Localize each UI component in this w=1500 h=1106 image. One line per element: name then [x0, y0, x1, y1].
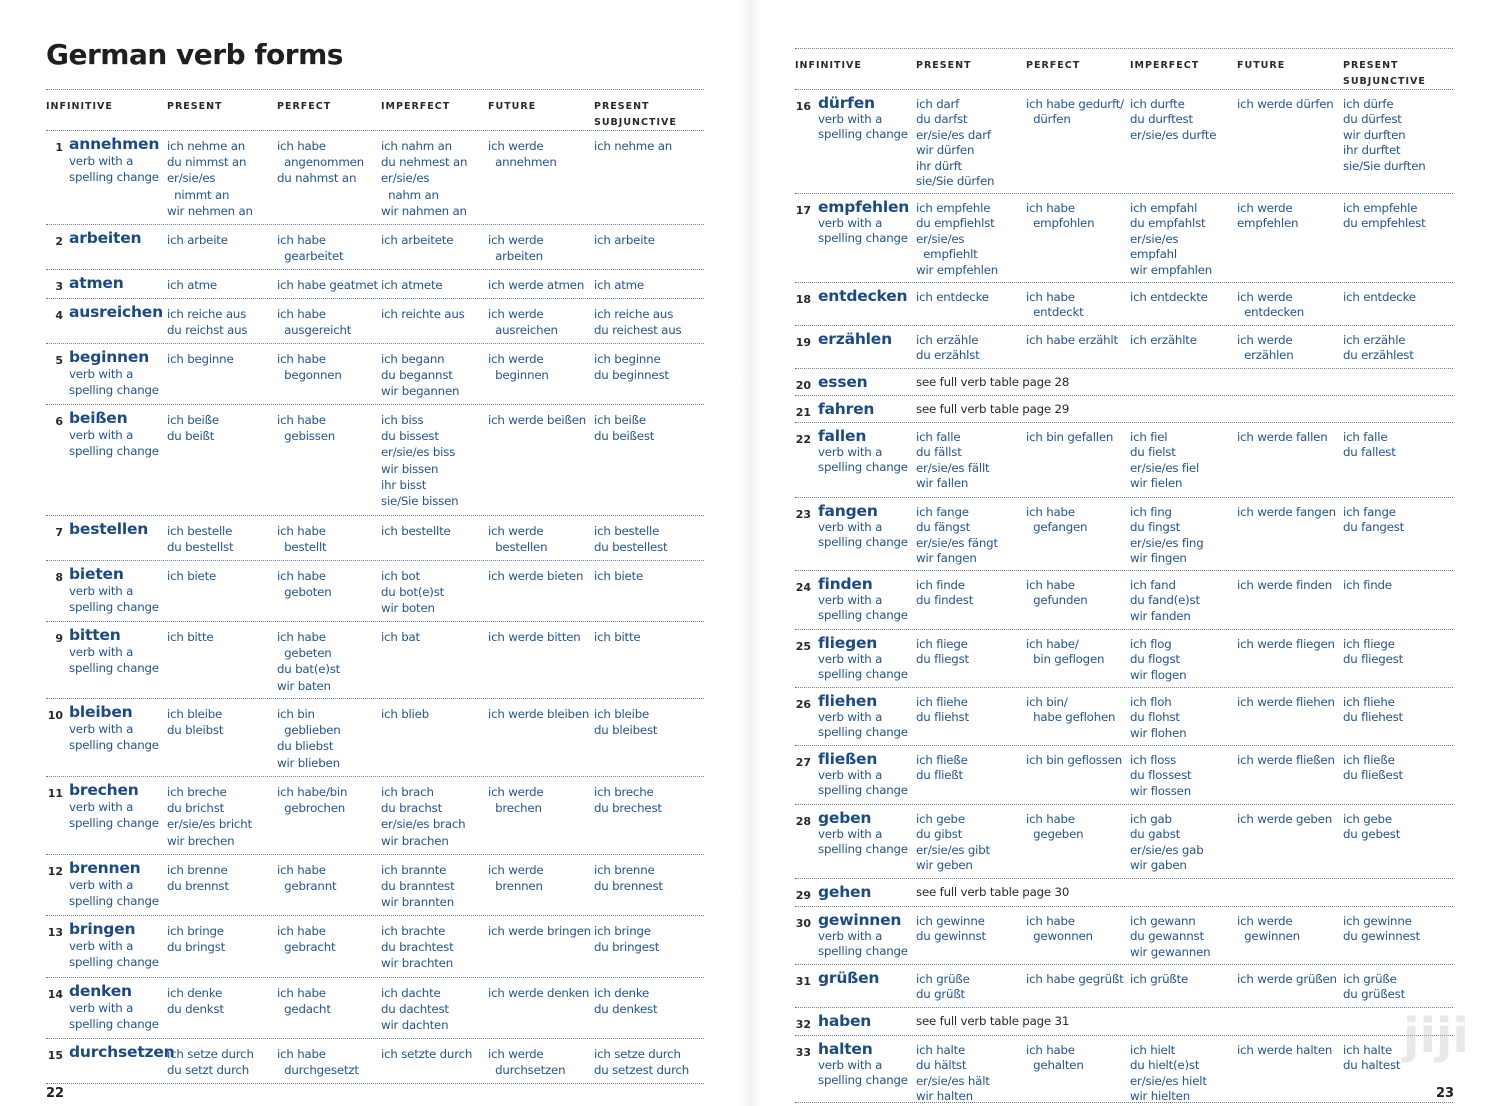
verb-row: [46, 777, 704, 855]
present-cell: ich bleibe du bleibst: [167, 707, 224, 738]
row-number: 27: [795, 756, 811, 769]
infinitive-verb: dürfen: [818, 94, 875, 112]
row-number: 1: [55, 141, 63, 154]
future-cell: ich werde durchsetzen: [488, 1047, 566, 1078]
infinitive-verb: atmen: [69, 274, 124, 292]
row-number: 16: [795, 100, 811, 113]
spelling-note: verb with a spelling change: [818, 768, 908, 798]
row-number: 25: [795, 640, 811, 653]
present-cell: ich beginne: [167, 352, 234, 366]
perfect-cell: ich habe gebissen: [277, 413, 336, 444]
subjunctive-cell: ich biete: [594, 569, 644, 583]
subjunctive-cell: ich bitte: [594, 630, 641, 644]
future-cell: ich werde empfehlen: [1237, 201, 1299, 231]
present-cell: ich denke du denkst: [167, 986, 224, 1017]
present-cell: ich reiche aus du reichst aus: [167, 307, 248, 338]
perfect-cell: ich habe gegrüßt: [1026, 972, 1124, 986]
future-cell: ich werde finden: [1237, 578, 1332, 592]
subjunctive-cell: ich breche du brechest: [594, 785, 662, 816]
imperfect-cell: ich setzte durch: [381, 1047, 473, 1061]
row-number: 33: [795, 1046, 811, 1059]
perfect-cell: ich habe angenommen du nahmst an: [277, 139, 364, 186]
perfect-cell: ich habe gebracht: [277, 924, 336, 955]
subjunctive-cell: ich beiße du beißest: [594, 413, 655, 444]
column-header: FUTURE: [1237, 60, 1286, 71]
future-cell: ich werde geben: [1237, 812, 1333, 826]
row-number: 32: [795, 1018, 811, 1031]
infinitive-verb: haben: [818, 1012, 872, 1030]
imperfect-cell: ich bat: [381, 630, 420, 644]
subjunctive-cell: ich gewinne du gewinnest: [1343, 914, 1420, 944]
present-cell: ich breche du brichst er/sie/es bricht wir brechen: [167, 785, 252, 848]
column-header: FUTURE: [488, 101, 537, 112]
subjunctive-cell: ich fange du fangest: [1343, 505, 1405, 535]
verb-row: [46, 225, 704, 270]
row-number: 20: [795, 379, 811, 392]
verb-row: [795, 423, 1453, 498]
spelling-note: verb with a spelling change: [69, 878, 159, 909]
imperfect-cell: ich arbeitete: [381, 233, 454, 247]
perfect-cell: ich bin/ habe geflohen: [1026, 695, 1116, 725]
verb-row: [46, 1039, 704, 1084]
imperfect-cell: ich biss du bissest er/sie/es biss wir bissen ihr bisst sie/Sie bissen: [381, 413, 459, 509]
infinitive-verb: halten: [818, 1040, 873, 1058]
future-cell: ich werde dürfen: [1237, 97, 1334, 111]
row-number: 10: [47, 709, 63, 722]
spelling-note: verb with a spelling change: [818, 1058, 908, 1088]
spelling-note: verb with a spelling change: [818, 827, 908, 857]
spelling-note: verb with a spelling change: [69, 800, 159, 831]
subjunctive-cell: ich fließe du fließest: [1343, 753, 1403, 783]
future-cell: ich werde erzählen: [1237, 333, 1294, 363]
page-number-right: 23: [1436, 1086, 1455, 1101]
perfect-cell: ich habe geboten: [277, 569, 332, 600]
verb-row: [795, 688, 1453, 746]
imperfect-cell: ich floss du flossest wir flossen: [1130, 753, 1192, 798]
verb-row: [795, 326, 1453, 369]
future-cell: ich werde bitten: [488, 630, 581, 644]
present-cell: ich entdecke: [916, 290, 989, 304]
row-number: 23: [795, 508, 811, 521]
future-cell: ich werde bestellen: [488, 524, 548, 555]
imperfect-cell: ich durfte du durftest er/sie/es durfte: [1130, 97, 1217, 142]
present-cell: ich gebe du gibst er/sie/es gibt wir geben: [916, 812, 990, 873]
imperfect-cell: ich nahm an du nehmest an er/sie/es nahm an wir nahmen an: [381, 139, 468, 218]
present-cell: ich bringe du bringst: [167, 924, 226, 955]
infinitive-verb: bitten: [69, 626, 121, 644]
verb-row: [46, 561, 704, 622]
spelling-note: verb with a spelling change: [818, 445, 908, 475]
future-cell: ich werde arbeiten: [488, 233, 544, 264]
spelling-note: verb with a spelling change: [818, 112, 908, 142]
subjunctive-cell: ich empfehle du empfehlest: [1343, 201, 1426, 231]
verb-row: [46, 916, 704, 978]
present-cell: ich finde du findest: [916, 578, 974, 608]
subjunctive-cell: ich arbeite: [594, 233, 655, 247]
future-cell: ich werde beißen: [488, 413, 587, 427]
subjunctive-cell: ich entdecke: [1343, 290, 1416, 304]
infinitive-verb: entdecken: [818, 287, 908, 305]
watermark-logo: jiji: [1403, 1008, 1469, 1064]
column-header: PRESENT SUBJUNCTIVE: [594, 101, 677, 128]
subjunctive-cell: ich atme: [594, 278, 644, 292]
infinitive-verb: finden: [818, 575, 873, 593]
imperfect-cell: ich blieb: [381, 707, 429, 721]
imperfect-cell: ich fing du fingst er/sie/es fing wir fingen: [1130, 505, 1204, 566]
present-cell: ich erzähle du erzählst: [916, 333, 980, 363]
verb-row: [46, 622, 704, 699]
perfect-cell: ich bin gefallen: [1026, 430, 1114, 444]
verb-row: [46, 131, 704, 225]
future-cell: ich werde bleiben: [488, 707, 590, 721]
imperfect-cell: ich gewann du gewannst wir gewannen: [1130, 914, 1211, 959]
subjunctive-cell: ich fliege du fliegest: [1343, 637, 1403, 667]
row-number: 31: [795, 975, 811, 988]
present-cell: ich bestelle du bestellst: [167, 524, 234, 555]
subjunctive-cell: ich finde: [1343, 578, 1392, 592]
perfect-cell: ich habe empfohlen: [1026, 201, 1095, 231]
infinitive-verb: fallen: [818, 427, 867, 445]
verb-row: [795, 879, 1453, 907]
subjunctive-cell: ich nehme an: [594, 139, 673, 153]
infinitive-verb: beißen: [69, 409, 128, 427]
row-number: 11: [47, 787, 63, 800]
imperfect-cell: ich hielt du hielt(e)st er/sie/es hielt wir hielten: [1130, 1043, 1207, 1104]
subjunctive-cell: ich setze durch du setzest durch: [594, 1047, 690, 1078]
verb-row: [795, 630, 1453, 688]
spelling-note: verb with a spelling change: [69, 722, 159, 753]
column-header: PRESENT SUBJUNCTIVE: [1343, 60, 1426, 87]
future-cell: ich werde bringen: [488, 924, 591, 938]
perfect-cell: ich habe/ bin geflogen: [1026, 637, 1105, 667]
row-number: 4: [55, 309, 63, 322]
perfect-cell: ich habe durchgesetzt: [277, 1047, 359, 1078]
see-reference: see full verb table page 28: [916, 375, 1070, 389]
infinitive-verb: fliehen: [818, 692, 878, 710]
present-cell: ich empfehle du empfiehlst er/sie/es empfiehlt wir empfehlen: [916, 201, 999, 277]
spelling-note: verb with a spelling change: [818, 929, 908, 959]
row-number: 13: [47, 926, 63, 939]
column-header: INFINITIVE: [795, 60, 862, 71]
subjunctive-cell: ich reiche aus du reichest aus: [594, 307, 682, 338]
row-number: 7: [55, 526, 63, 539]
infinitive-verb: ausreichen: [69, 303, 163, 321]
infinitive-verb: brechen: [69, 781, 139, 799]
imperfect-cell: ich gab du gabst er/sie/es gab wir gaben: [1130, 812, 1204, 873]
spelling-note: verb with a spelling change: [818, 710, 908, 740]
subjunctive-cell: ich bleibe du bleibest: [594, 707, 658, 738]
verb-row: [46, 978, 704, 1039]
imperfect-cell: ich brannte du branntest wir brannten: [381, 863, 455, 910]
perfect-cell: ich habe begonnen: [277, 352, 342, 383]
imperfect-cell: ich empfahl du empfahlst er/sie/es empfahl wir empfahlen: [1130, 201, 1213, 277]
verb-row: [795, 396, 1453, 423]
verb-row: [795, 1008, 1453, 1036]
subjunctive-cell: ich brenne du brennest: [594, 863, 663, 894]
verb-row: [46, 699, 704, 777]
present-cell: ich fliege du fliegst: [916, 637, 969, 667]
verb-table-left: [46, 89, 704, 1084]
table-header: [795, 48, 1453, 90]
imperfect-cell: ich entdeckte: [1130, 290, 1208, 304]
subjunctive-cell: ich halte du haltest: [1343, 1043, 1401, 1073]
future-cell: ich werde gewinnen: [1237, 914, 1300, 944]
perfect-cell: ich habe gebrannt: [277, 863, 337, 894]
perfect-cell: ich habe gedacht: [277, 986, 331, 1017]
subjunctive-cell: ich gebe du gebest: [1343, 812, 1401, 842]
row-number: 19: [795, 336, 811, 349]
spelling-note: verb with a spelling change: [69, 645, 159, 676]
future-cell: ich werde annehmen: [488, 139, 557, 170]
perfect-cell: ich habe entdeckt: [1026, 290, 1084, 320]
verb-row: [46, 855, 704, 916]
future-cell: ich werde grüßen: [1237, 972, 1337, 986]
infinitive-verb: beginnen: [69, 348, 150, 366]
future-cell: ich werde entdecken: [1237, 290, 1305, 320]
future-cell: ich werde beginnen: [488, 352, 549, 383]
future-cell: ich werde atmen: [488, 278, 585, 292]
imperfect-cell: ich brach du brachst er/sie/es brach wir brachen: [381, 785, 466, 848]
infinitive-verb: fangen: [818, 502, 878, 520]
subjunctive-cell: ich falle du fallest: [1343, 430, 1396, 460]
page-number-left: 22: [46, 1086, 65, 1101]
perfect-cell: ich bin geflossen: [1026, 753, 1123, 767]
future-cell: ich werde halten: [1237, 1043, 1333, 1057]
perfect-cell: ich habe gearbeitet: [277, 233, 344, 264]
perfect-cell: ich bin geblieben du bliebst wir blieben: [277, 707, 341, 770]
subjunctive-cell: ich grüße du grüßest: [1343, 972, 1405, 1002]
row-number: 15: [47, 1049, 63, 1062]
future-cell: ich werde fallen: [1237, 430, 1328, 444]
future-cell: ich werde fliehen: [1237, 695, 1335, 709]
present-cell: ich grüße du grüßt: [916, 972, 970, 1002]
row-number: 5: [55, 354, 63, 367]
spelling-note: verb with a spelling change: [69, 154, 159, 185]
verb-row: [795, 805, 1453, 879]
present-cell: ich arbeite: [167, 233, 228, 247]
verb-row: [46, 344, 704, 405]
row-number: 14: [47, 988, 63, 1001]
verb-row: [795, 746, 1453, 805]
imperfect-cell: ich atmete: [381, 278, 443, 292]
future-cell: ich werde denken: [488, 986, 590, 1000]
future-cell: ich werde brechen: [488, 785, 544, 816]
verb-row: [795, 1036, 1453, 1103]
infinitive-verb: fließen: [818, 750, 878, 768]
verb-row: [46, 405, 704, 516]
present-cell: ich fliehe du fliehst: [916, 695, 969, 725]
future-cell: ich werde fließen: [1237, 753, 1335, 767]
imperfect-cell: ich erzählte: [1130, 333, 1197, 347]
verb-row: [795, 907, 1453, 965]
column-header: IMPERFECT: [381, 101, 451, 112]
future-cell: ich werde ausreichen: [488, 307, 558, 338]
infinitive-verb: fahren: [818, 400, 875, 418]
infinitive-verb: erzählen: [818, 330, 892, 348]
infinitive-verb: denken: [69, 982, 132, 1000]
present-cell: ich beiße du beißt: [167, 413, 219, 444]
imperfect-cell: ich floh du flohst wir flohen: [1130, 695, 1187, 740]
verb-row: [795, 194, 1453, 283]
column-header: IMPERFECT: [1130, 60, 1200, 71]
table-header: [46, 89, 704, 131]
subjunctive-cell: ich bringe du bringest: [594, 924, 660, 955]
see-reference: see full verb table page 31: [916, 1014, 1070, 1028]
imperfect-cell: ich brachte du brachtest wir brachten: [381, 924, 454, 971]
perfect-cell: ich habe gewonnen: [1026, 914, 1093, 944]
spelling-note: verb with a spelling change: [69, 367, 159, 398]
imperfect-cell: ich bestellte: [381, 524, 451, 538]
infinitive-verb: gewinnen: [818, 911, 902, 929]
row-number: 18: [795, 293, 811, 306]
verb-row: [795, 498, 1453, 571]
present-cell: ich fließe du fließt: [916, 753, 968, 783]
column-header: PERFECT: [277, 101, 332, 112]
future-cell: ich werde fliegen: [1237, 637, 1335, 651]
verb-row: [795, 571, 1453, 630]
column-header: PRESENT: [167, 101, 223, 112]
row-number: 6: [55, 415, 63, 428]
spelling-note: verb with a spelling change: [818, 593, 908, 623]
row-number: 12: [47, 865, 63, 878]
spelling-note: verb with a spelling change: [69, 939, 159, 970]
present-cell: ich darf du darfst er/sie/es darf wir dürfen ihr dürft sie/Sie dürfen: [916, 97, 995, 189]
infinitive-verb: grüßen: [818, 969, 880, 987]
column-header: INFINITIVE: [46, 101, 113, 112]
right-page: [750, 0, 1500, 1106]
imperfect-cell: ich bot du bot(e)st wir boten: [381, 569, 445, 616]
future-cell: ich werde bieten: [488, 569, 584, 583]
infinitive-verb: durchsetzen: [69, 1043, 175, 1061]
infinitive-verb: fliegen: [818, 634, 878, 652]
present-cell: ich setze durch du setzt durch: [167, 1047, 254, 1078]
infinitive-verb: essen: [818, 373, 868, 391]
subjunctive-cell: ich beginne du beginnest: [594, 352, 669, 383]
spelling-note: verb with a spelling change: [69, 1001, 159, 1032]
spelling-note: verb with a spelling change: [818, 652, 908, 682]
subjunctive-cell: ich denke du denkest: [594, 986, 658, 1017]
perfect-cell: ich habe gebeten du bat(e)st wir baten: [277, 630, 341, 693]
present-cell: ich halte du hältst er/sie/es hält wir halten: [916, 1043, 990, 1104]
infinitive-verb: empfehlen: [818, 198, 910, 216]
row-number: 9: [55, 632, 63, 645]
row-number: 8: [55, 571, 63, 584]
row-number: 17: [795, 204, 811, 217]
imperfect-cell: ich grüßte: [1130, 972, 1189, 986]
perfect-cell: ich habe gefunden: [1026, 578, 1088, 608]
see-reference: see full verb table page 29: [916, 402, 1070, 416]
row-number: 3: [55, 280, 63, 293]
perfect-cell: ich habe gegeben: [1026, 812, 1084, 842]
present-cell: ich falle du fällst er/sie/es fällt wir fallen: [916, 430, 990, 491]
row-number: 22: [795, 433, 811, 446]
column-header: PRESENT: [916, 60, 972, 71]
spelling-note: verb with a spelling change: [69, 584, 159, 615]
perfect-cell: ich habe gefangen: [1026, 505, 1088, 535]
imperfect-cell: ich dachte du dachtest wir dachten: [381, 986, 449, 1033]
present-cell: ich brenne du brennst: [167, 863, 229, 894]
infinitive-verb: bestellen: [69, 520, 149, 538]
subjunctive-cell: ich erzähle du erzählest: [1343, 333, 1414, 363]
spelling-note: verb with a spelling change: [818, 520, 908, 550]
row-number: 26: [795, 698, 811, 711]
future-cell: ich werde fangen: [1237, 505, 1336, 519]
imperfect-cell: ich flog du flogst wir flogen: [1130, 637, 1187, 682]
verb-table-right: [795, 48, 1453, 1103]
imperfect-cell: ich begann du begannst wir begannen: [381, 352, 460, 399]
present-cell: ich fange du fängst er/sie/es fängt wir fangen: [916, 505, 998, 566]
verb-row: [795, 369, 1453, 396]
infinitive-verb: bleiben: [69, 703, 133, 721]
column-header: PERFECT: [1026, 60, 1081, 71]
perfect-cell: ich habe erzählt: [1026, 333, 1118, 347]
perfect-cell: ich habe gedurft/ dürfen: [1026, 97, 1124, 127]
perfect-cell: ich habe geatmet: [277, 278, 378, 292]
spelling-note: verb with a spelling change: [818, 216, 908, 246]
subjunctive-cell: ich dürfe du dürfest wir durften ihr durftet sie/Sie durften: [1343, 97, 1426, 173]
perfect-cell: ich habe bestellt: [277, 524, 327, 555]
imperfect-cell: ich fiel du fielst er/sie/es fiel wir fielen: [1130, 430, 1200, 491]
future-cell: ich werde brennen: [488, 863, 544, 894]
infinitive-verb: geben: [818, 809, 872, 827]
present-cell: ich atme: [167, 278, 217, 292]
imperfect-cell: ich reichte aus: [381, 307, 465, 321]
row-number: 24: [795, 581, 811, 594]
verb-row: [46, 299, 704, 344]
present-cell: ich biete: [167, 569, 217, 583]
infinitive-verb: bringen: [69, 920, 136, 938]
infinitive-verb: arbeiten: [69, 229, 142, 247]
perfect-cell: ich habe/bin gebrochen: [277, 785, 348, 816]
page-title: German verb forms: [46, 38, 343, 71]
present-cell: ich bitte: [167, 630, 214, 644]
verb-row: [795, 90, 1453, 194]
row-number: 21: [795, 406, 811, 419]
verb-row: [795, 965, 1453, 1008]
verb-row: [795, 283, 1453, 326]
see-reference: see full verb table page 30: [916, 885, 1070, 899]
verb-row: [46, 516, 704, 561]
present-cell: ich gewinne du gewinnst: [916, 914, 986, 944]
infinitive-verb: annehmen: [69, 135, 160, 153]
perfect-cell: ich habe ausgereicht: [277, 307, 352, 338]
infinitive-verb: bieten: [69, 565, 124, 583]
imperfect-cell: ich fand du fand(e)st wir fanden: [1130, 578, 1200, 623]
subjunctive-cell: ich fliehe du fliehest: [1343, 695, 1403, 725]
present-cell: ich nehme an du nimmst an er/sie/es nimmt an wir nehmen an: [167, 139, 253, 218]
subjunctive-cell: ich bestelle du bestellest: [594, 524, 668, 555]
infinitive-verb: brennen: [69, 859, 141, 877]
perfect-cell: ich habe gehalten: [1026, 1043, 1084, 1073]
infinitive-verb: gehen: [818, 883, 872, 901]
row-number: 29: [795, 889, 811, 902]
row-number: 2: [55, 235, 63, 248]
row-number: 28: [795, 815, 811, 828]
spelling-note: verb with a spelling change: [69, 428, 159, 459]
row-number: 30: [795, 917, 811, 930]
verb-row: [46, 270, 704, 299]
